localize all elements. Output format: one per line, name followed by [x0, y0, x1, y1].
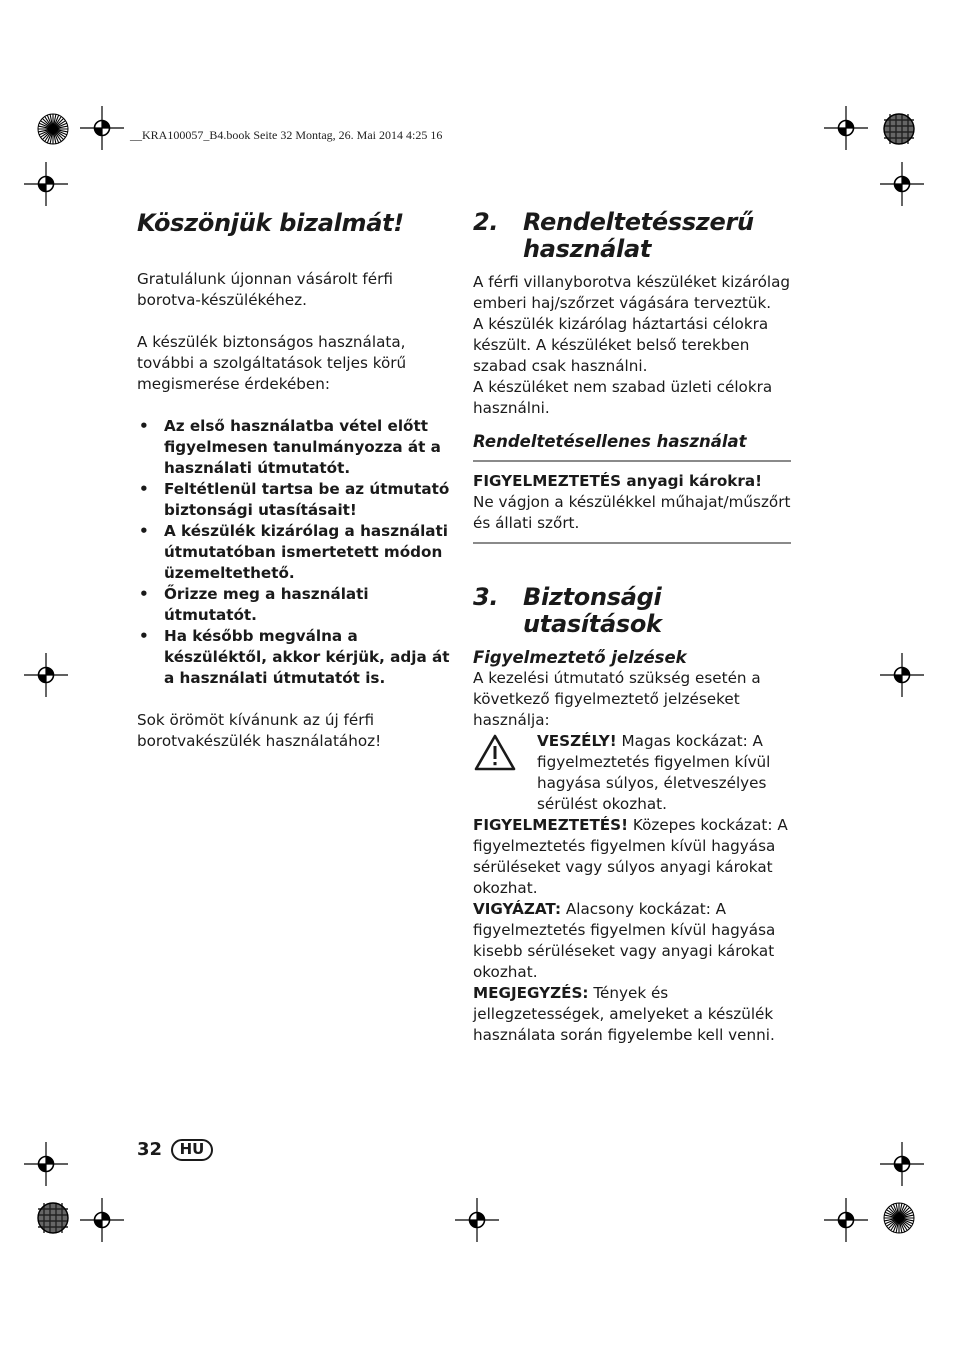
- page-number: 32: [137, 1139, 163, 1160]
- print-header-info: __KRA100057_B4.book Seite 32 Montag, 26. Mai 2014 4:25 16: [130, 128, 443, 142]
- list-item: • A készülék kizárólag a használati útmutatóban ismertetett módon üzemeltethető.: [137, 521, 455, 584]
- intro-paragraph-2: A készülék biztonságos használata, további a szolgáltatások teljes körű megismerése érdekében:: [137, 333, 407, 393]
- print-mark-crosshair-lower-left: [24, 1142, 68, 1186]
- list-item: • Feltétlenül tartsa be az útmutató biztonsági utasításait!: [137, 479, 455, 521]
- language-badge: HU: [171, 1139, 213, 1161]
- print-mark-crosshair-top-right: [824, 106, 868, 150]
- print-mark-crosshair-upper-right: [880, 162, 924, 206]
- print-mark-grid-disc-bottom-left: [37, 1202, 69, 1234]
- section-2-title: Rendeltetésszerű használat: [523, 208, 754, 263]
- misuse-subheading: Rendeltetésellenes használat: [473, 432, 747, 451]
- left-column: [137, 200, 455, 752]
- danger-row: [473, 731, 791, 815]
- print-mark-crosshair-top-left: [80, 106, 124, 150]
- instruction-list: [137, 416, 455, 689]
- section-3-heading: [473, 584, 791, 638]
- list-item: • Őrizze meg a használati útmutatót.: [137, 584, 455, 626]
- print-mark-crosshair-lower-right: [880, 1142, 924, 1186]
- print-mark-crosshair-mid-right: [880, 653, 924, 697]
- print-mark-crosshair-bottom-center: [455, 1198, 499, 1242]
- print-mark-crosshair-bottom-right: [824, 1198, 868, 1242]
- print-mark-starburst-bottom-right: [883, 1202, 915, 1234]
- section-3-title: Biztonsági utasítások: [523, 583, 662, 638]
- thanks-heading: Köszönjük bizalmát!: [137, 209, 404, 237]
- property-damage-warning-box: [473, 460, 791, 544]
- section-2-body-1: A férfi villanyborotva készüléket kizárólag emberi haj/szőrzet vágására terveztük.: [473, 273, 791, 312]
- print-mark-grid-disc-top-right: [883, 113, 915, 145]
- caution-level-text: VIGYÁZAT: Alacsony kockázat: A figyelmeztetés figyelmen kívül hagyása kisebb sérüléseket vagy anyagi károkat okozhat.: [473, 900, 776, 981]
- warning-signs-subheading: Figyelmeztető jelzések: [473, 648, 687, 667]
- section-2-body-2: A készülék kizárólag háztartási célokra készült. A készüléket belső terekben szabad csak használni.: [473, 315, 769, 375]
- list-item: • Az első használatba vétel előtt figyelmesen tanulmányozza át a használati útmutatót.: [137, 416, 455, 479]
- warning-box-text: Ne vágjon a készülékkel műhajat/műszőrt és állati szőrt.: [473, 493, 791, 532]
- warning-triangle-icon: [473, 731, 537, 815]
- warning-signs-intro: A kezelési útmutató szükség esetén a következő figyelmeztető jelzéseket használja:: [473, 669, 761, 729]
- list-item: • Ha később megválna a készüléktől, akkor kérjük, adja át a használati útmutatót is.: [137, 626, 455, 689]
- note-text: MEGJEGYZÉS: Tények és jellegzetességek, amelyeket a készülék használata során figyelembe kell venni.: [473, 984, 775, 1044]
- right-column: [473, 200, 791, 1046]
- print-mark-crosshair-bottom-left: [80, 1198, 124, 1242]
- section-2-heading: [473, 209, 791, 263]
- section-2-number: 2.: [473, 208, 499, 236]
- print-mark-starburst-top-left: [37, 113, 69, 145]
- section-3-number: 3.: [473, 583, 499, 611]
- warning-level-text: FIGYELMEZTETÉS! Közepes kockázat: A figyelmeztetés figyelmen kívül hagyása sérüléseket vagy súlyos anyagi károkat okozhat.: [473, 816, 788, 897]
- intro-paragraph-1: Gratulálunk újonnan vásárolt férfi borotva-készülékéhez.: [137, 270, 393, 309]
- print-mark-crosshair-mid-left: [24, 653, 68, 697]
- section-2-body-3: A készüléket nem szabad üzleti célokra használni.: [473, 378, 773, 417]
- print-mark-crosshair-upper-left: [24, 162, 68, 206]
- warning-box-title: FIGYELMEZTETÉS anyagi károkra!: [473, 472, 763, 490]
- danger-text: VESZÉLY! Magas kockázat: A figyelmeztetés figyelmen kívül hagyása súlyos, életveszélyes sérülést okozhat.: [537, 732, 771, 813]
- closing-paragraph: Sok örömöt kívánunk az új férfi borotvakészülék használatához!: [137, 711, 382, 750]
